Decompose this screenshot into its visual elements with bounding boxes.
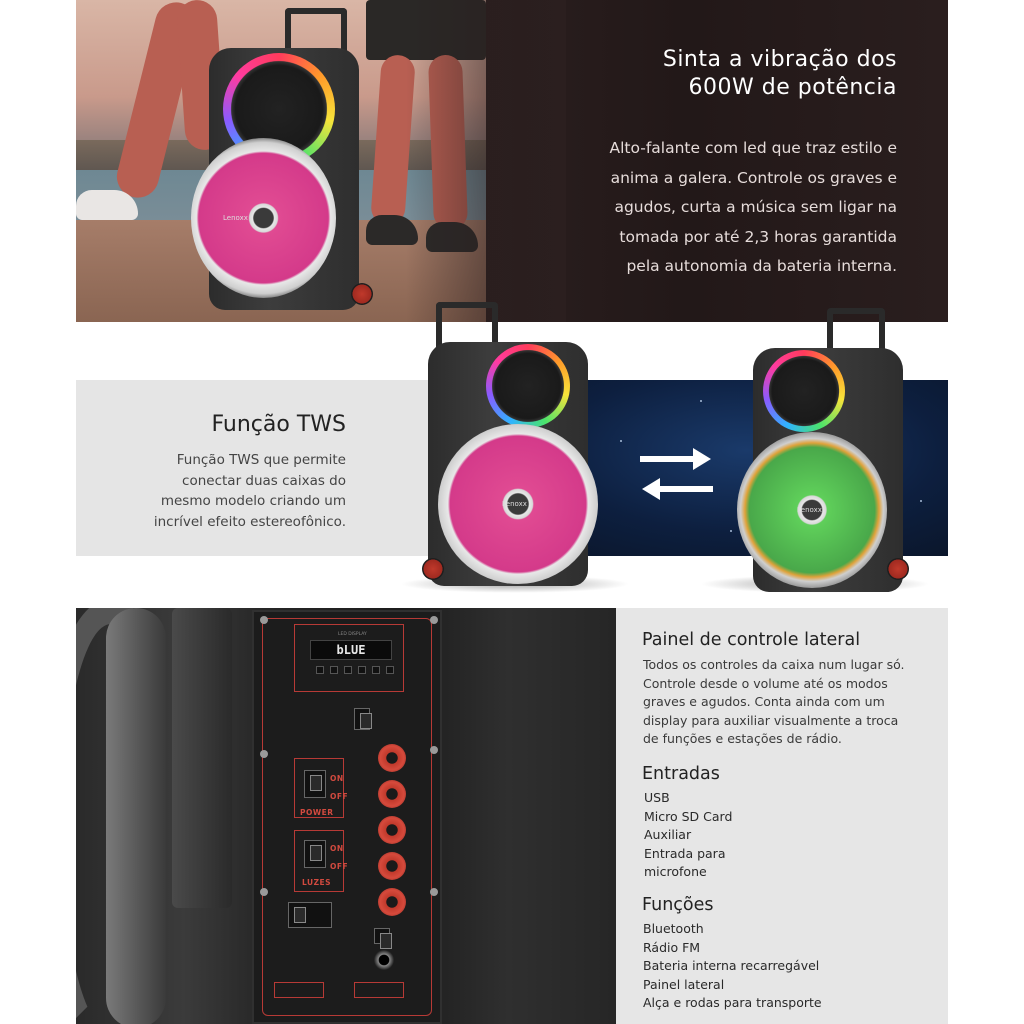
list-item: Alça e rodas para transporte [643,995,822,1010]
list-item: Rádio FM [643,939,701,955]
speaker-image-right [735,308,915,598]
control-panel-description: Todos os controles da caixa num lugar só. Controle desde o volume até os modos graves e agudos. Conta ainda com um display para auxiliar visualmente a troca de funções e estações de rádio. [643,657,905,746]
inputs-list [644,789,732,882]
list-item: Entrada para [644,845,726,861]
control-panel-title: Painel de controle lateral [642,630,861,650]
hero-banner [76,0,948,322]
speaker-image-left [420,302,600,592]
list-item: Bateria interna recarregável [643,958,820,973]
brand-logo: Lenoxx [223,214,248,222]
list-item: USB [644,790,670,805]
list-item: Micro SD Card [644,808,733,824]
brand-logo: Lenoxx [797,506,822,514]
speaker-terminal [288,902,332,928]
volume-knob [378,744,406,772]
list-item: microfone [644,864,707,879]
lights-label: LUZES [302,878,332,887]
list-item: Bluetooth [643,921,704,936]
echo-knob [378,852,406,880]
speaker-image [191,8,381,318]
usb-port [354,708,370,730]
functions-title: Funções [642,895,714,915]
hero-description: Alto-falante com led que traz estilo e anima a galera. Controle os graves e agudos, curta a música sem ligar na tomada por até 2,3 horas garantida pela autonomia da bateria interna. [609,139,897,275]
brand-logo: Lenoxx [502,500,527,508]
tws-title: Função TWS [211,412,346,437]
led-display: bLUE [310,640,392,660]
list-item: Auxiliar [644,827,692,842]
mic-jack [374,950,394,970]
treble-knob [378,816,406,844]
dc-input [374,928,390,944]
hero-title: Sinta a vibração dos 600W de potência [662,47,897,100]
tws-description: Função TWS que permite conectar duas caixas do mesmo modelo criando um incrível efeito estereofônico. [153,452,346,530]
inputs-title: Entradas [642,764,720,784]
power-label: POWER [300,808,334,817]
side-control-panel: LED DISPLAY bLUE ON OFF POWER ON OFF LUZES [252,610,442,1024]
mic-volume-knob [378,888,406,916]
list-item: Painel lateral [643,976,725,992]
lights-switch [304,840,326,868]
bass-knob [378,780,406,808]
arrow-left-icon [658,486,713,492]
arrow-right-icon [640,456,695,462]
power-switch [304,770,326,798]
functions-list [643,920,822,1013]
